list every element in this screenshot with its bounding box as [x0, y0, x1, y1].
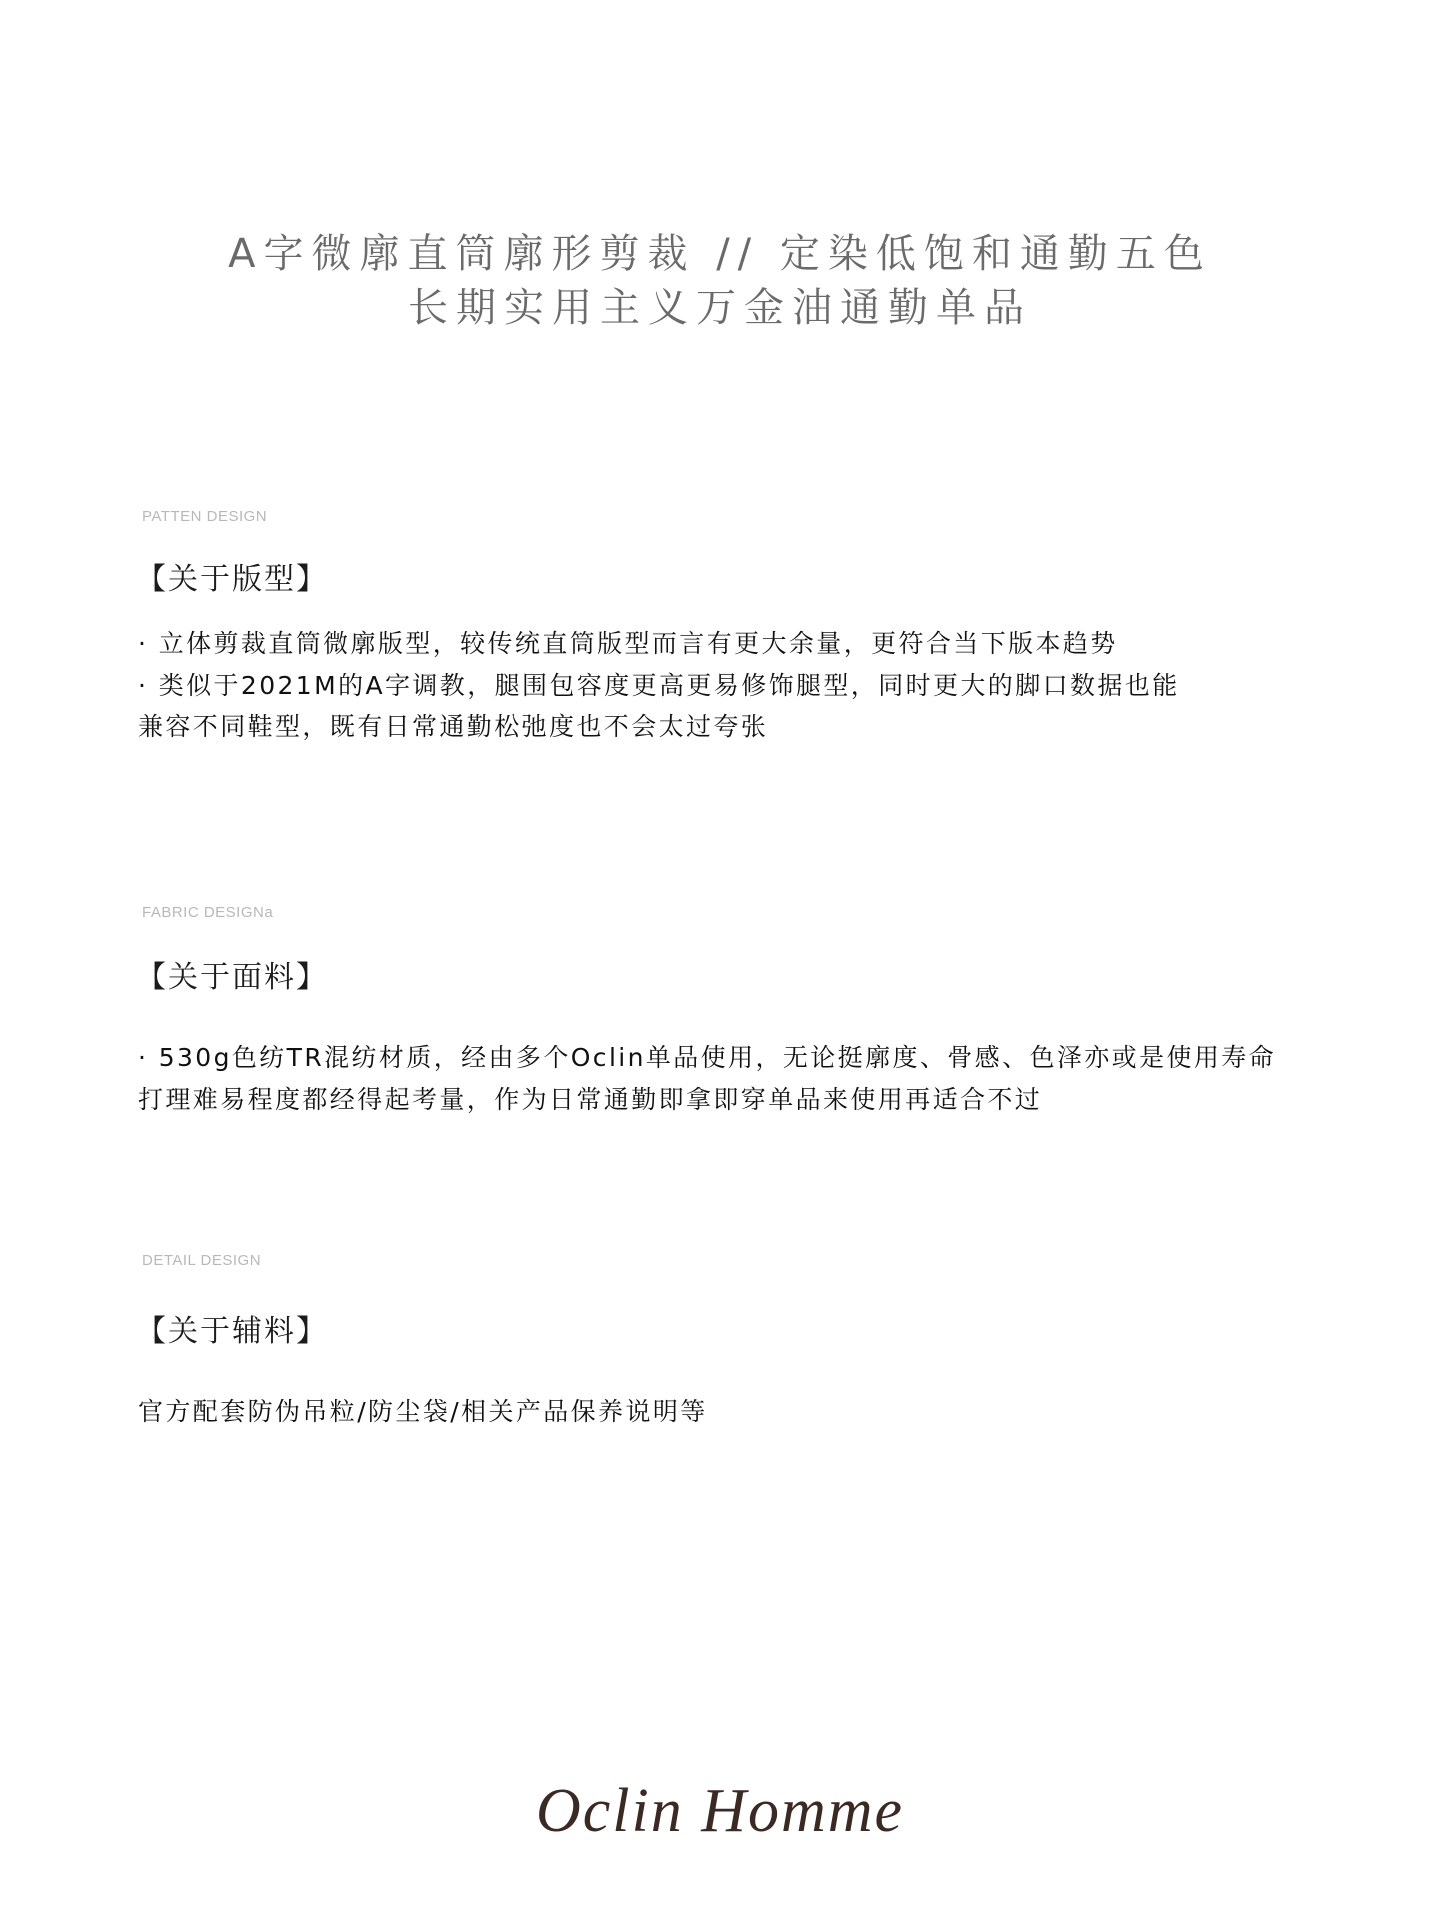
hero-title-line-1: A字微廓直筒廓形剪裁 // 定染低饱和通勤五色	[228, 231, 1212, 277]
detail-section-cn-title: 【关于辅料】	[136, 1314, 328, 1349]
pattern-body-line-2: · 类似于2021M的A字调教，腿围包容度更高更易修饰腿型，同时更大的脚口数据也能	[138, 671, 1180, 700]
detail-section-en-title: DETAIL DESIGN	[142, 1252, 262, 1269]
fabric-body-line-1: · 530g色纺TR混纺材质，经由多个Oclin单品使用，无论挺廓度、骨感、色泽亦或是使用寿命	[138, 1043, 1277, 1072]
pattern-section-cn-title: 【关于版型】	[136, 562, 328, 597]
detail-body-line-1: 官方配套防伪吊粒/防尘袋/相关产品保养说明等	[138, 1397, 708, 1426]
fabric-section-en-title: FABRIC DESIGNa	[142, 904, 274, 921]
pattern-body-line-1: · 立体剪裁直筒微廓版型，较传统直筒版型而言有更大余量，更符合当下版本趋势	[138, 629, 1118, 658]
fabric-section-cn-title: 【关于面料】	[136, 960, 328, 995]
pattern-body-line-3: 兼容不同鞋型，既有日常通勤松弛度也不会太过夸张	[138, 712, 769, 741]
brand-logo: Oclin Homme	[535, 1777, 905, 1845]
hero-title-line-2: 长期实用主义万金油通勤单品	[408, 285, 1032, 331]
pattern-section-en-title: PATTEN DESIGN	[142, 508, 268, 525]
fabric-body-line-2: 打理难易程度都经得起考量，作为日常通勤即拿即穿单品来使用再适合不过	[138, 1085, 1043, 1114]
